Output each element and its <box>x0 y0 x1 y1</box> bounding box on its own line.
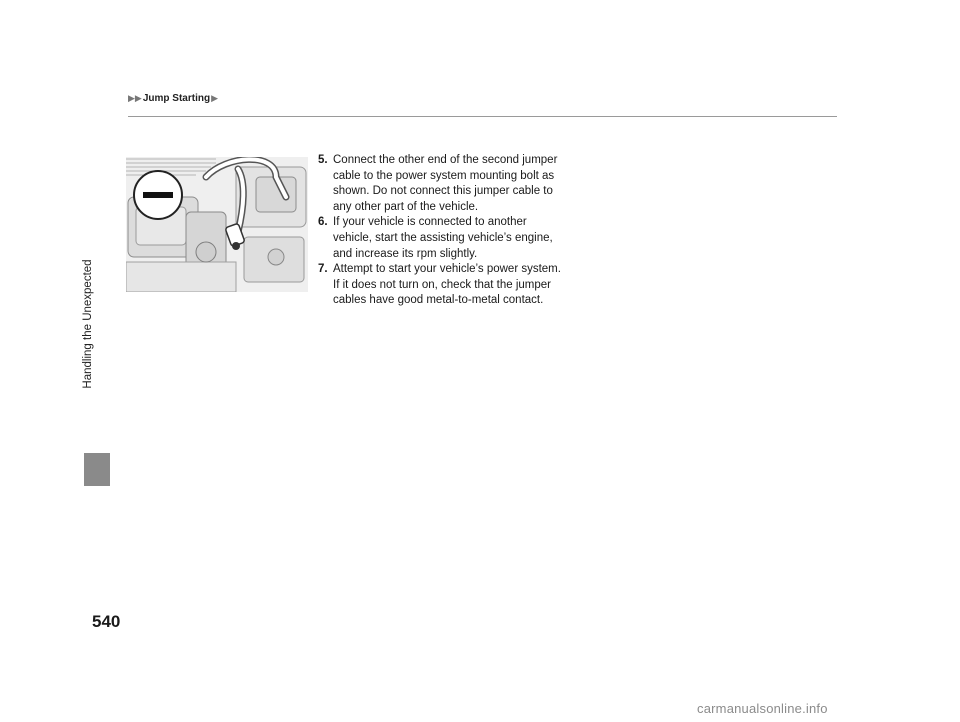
watermark[interactable]: carmanualsonline.info <box>697 701 828 716</box>
step-text: Attempt to start your vehicle’s power system. If it does not turn on, check that the jumper cables have good metal-to-metal contact. <box>333 263 561 307</box>
breadcrumb-arrow-icon: ▶ <box>211 93 218 103</box>
step-number: 7. <box>318 263 328 276</box>
step-text: If your vehicle is connected to another vehicle, start the assisting vehicle’s engine, and increase its rpm slightly. <box>333 216 553 260</box>
breadcrumb <box>128 93 218 104</box>
step-text: Connect the other end of the second jumper cable to the power system mounting bolt as shown. Do not connect this jumper cable to any other part of the vehicle. <box>333 154 558 213</box>
chapter-label: Handling the Unexpected <box>82 259 94 389</box>
instruction-steps <box>318 153 568 309</box>
page-number: 540 <box>92 612 121 631</box>
jumper-cable-illustration <box>126 157 308 292</box>
breadcrumb-title[interactable]: Jump Starting <box>142 93 211 104</box>
header-divider <box>128 116 837 117</box>
step-number: 6. <box>318 216 328 229</box>
chapter-tab[interactable] <box>84 453 110 486</box>
step-item <box>318 262 568 309</box>
step-item <box>318 215 568 262</box>
breadcrumb-arrow-icon: ▶▶ <box>128 93 142 103</box>
step-number: 5. <box>318 154 328 166</box>
step-item <box>318 153 568 215</box>
